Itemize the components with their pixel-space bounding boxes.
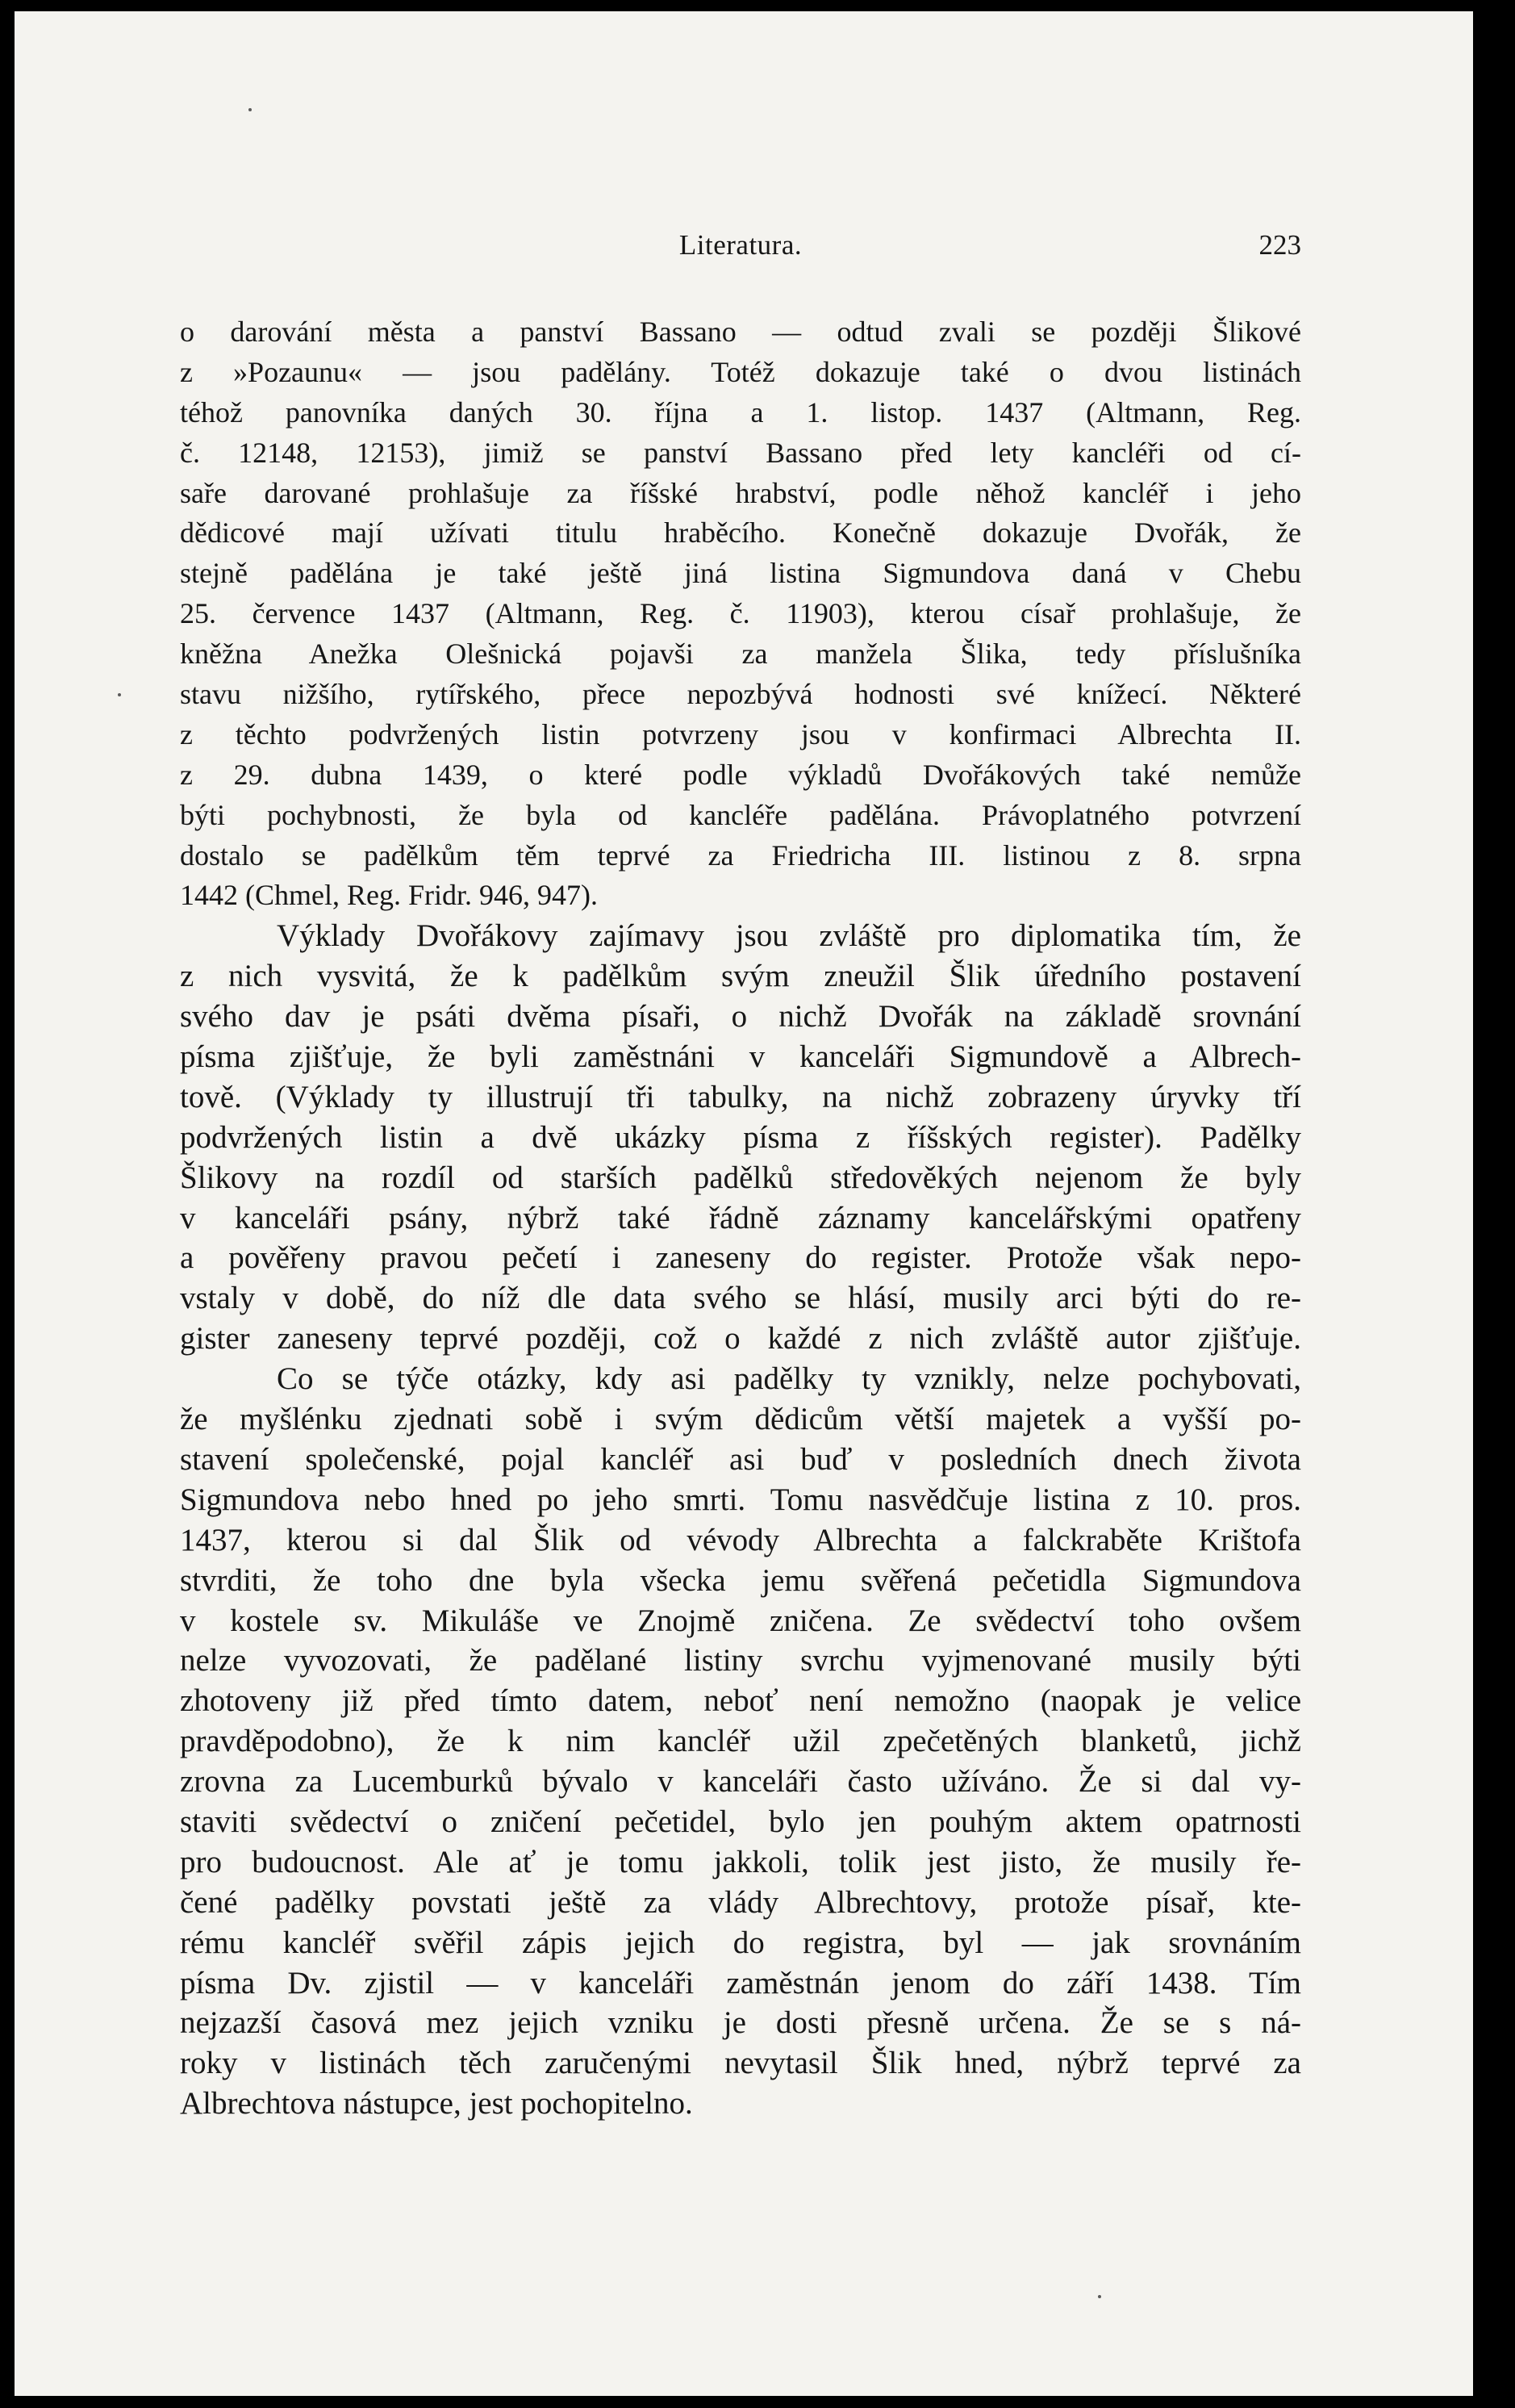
- text-line: vstaly v době, do níž dle data svého se hlásí, musily arci býti do re-: [180, 1281, 1301, 1316]
- text-line: Šlikovy na rozdíl od starších padělků středověkých nejenom že byly: [180, 1160, 1301, 1195]
- text-line: písma Dv. zjistil — v kanceláři zaměstnán jenom do září 1438. Tím: [180, 1965, 1301, 2000]
- text-line: dědicové mají užívati titulu hraběcího. Konečně dokazuje Dvořák, že: [180, 516, 1301, 550]
- text-line: svého dav je psáti dvěma písaři, o nichž Dvořák na základě srovnání: [180, 999, 1301, 1035]
- paragraph-end-line: 1442 (Chmel, Reg. Fridr. 946, 947).: [180, 879, 598, 912]
- text-line: roky v listinách těch zaručenými nevytasil Šlik hned, nýbrž teprvé za: [180, 2046, 1301, 2081]
- text-line: býti pochybnosti, že byla od kancléře padělána. Právoplatného potvrzení: [180, 798, 1301, 831]
- text-line: stavu nižšího, rytířského, přece nepozbývá hodnosti své knížecí. Některé: [180, 678, 1301, 711]
- running-title: Literatura.: [678, 229, 803, 261]
- text-line: nelze vyvozovati, že padělané listiny svrchu vyjmenované musily býti: [180, 1643, 1301, 1678]
- text-line: a pověřeny pravou pečetí i zaneseny do register. Protože však nepo-: [180, 1240, 1301, 1276]
- text-line: 25. července 1437 (Altmann, Reg. č. 11903), kterou císař prohlašuje, že: [180, 597, 1301, 630]
- text-line: staviti svědectví o zničení pečetidel, bylo jen pouhým aktem opatrnosti: [180, 1804, 1301, 1839]
- scan-speck: [248, 108, 252, 111]
- text-line: kněžna Anežka Olešnická pojavši za manžela Šlika, tedy příslušníka: [180, 638, 1301, 671]
- text-line: v kanceláři psány, nýbrž také řádně záznamy kancelářskými opatřeny: [180, 1200, 1301, 1235]
- text-line: o darování města a panství Bassano — odtud zvali se později Šlikové: [180, 316, 1301, 348]
- paragraph-start-line: Co se týče otázky, kdy asi padělky ty vznikly, nelze pochybovati,: [277, 1361, 1301, 1397]
- body-text: [180, 312, 1301, 2124]
- text-line: z nich vysvitá, že k padělkům svým zneužil Šlik úředního postavení: [180, 959, 1301, 994]
- paragraph-start-line: Výklady Dvořákovy zajímavy jsou zvláště pro diplomatika tím, že: [277, 918, 1301, 954]
- paragraph-end-line: Albrechtova nástupce, jest pochopitelno.: [180, 2086, 693, 2122]
- scan-speck: [118, 693, 121, 696]
- text-line: zhotoveny již před tímto datem, neboť není nemožno (naopak je velice: [180, 1683, 1301, 1719]
- page-header: [180, 221, 1301, 270]
- text-line: nejzazší časová mez jejich vzniku je dosti přesně určena. Že se s ná-: [180, 2005, 1301, 2041]
- text-line: tově. (Výklady ty illustrují tři tabulky, na nichž zobrazeny úryvky tří: [180, 1079, 1301, 1114]
- text-line: Sigmundova nebo hned po jeho smrti. Tomu nasvědčuje listina z 10. pros.: [180, 1482, 1301, 1517]
- text-line: v kostele sv. Mikuláše ve Znojmě zničena. Ze svědectví toho ovšem: [180, 1603, 1301, 1638]
- text-line: 1437, kterou si dal Šlik od vévody Albrechta a falckraběte Krištofa: [180, 1522, 1301, 1557]
- text-line: písma zjišťuje, že byli zaměstnáni v kanceláři Sigmundově a Albrech-: [180, 1039, 1301, 1075]
- text-line: z »Pozaunu« — jsou padělány. Totéž dokazuje také o dvou listinách: [180, 355, 1301, 388]
- text-line: čené padělky povstati ještě za vlády Albrechtovy, protože písař, kte-: [180, 1884, 1301, 1920]
- text-line: stavení společenské, pojal kancléř asi buď v posledních dnech života: [180, 1441, 1301, 1477]
- text-line: pravděpodobno), že k nim kancléř užil zpečetěných blanketů, jichž: [180, 1724, 1301, 1759]
- text-line: stvrditi, že toho dne byla všecka jemu svěřená pečetidla Sigmundova: [180, 1562, 1301, 1598]
- text-line: že myšlénku zjednati sobě i svým dědicům větší majetek a vyšší po-: [180, 1402, 1301, 1437]
- book-page: [15, 11, 1473, 2396]
- scan-speck: [1098, 2295, 1101, 2298]
- text-line: rému kancléř svěřil zápis jejich do registra, byl — jak srovnáním: [180, 1925, 1301, 1960]
- text-line: z těchto podvržených listin potvrzeny jsou v konfirmaci Albrechta II.: [180, 717, 1301, 750]
- text-line: pro budoucnost. Ale ať je tomu jakkoli, tolik jest jisto, že musily ře-: [180, 1844, 1301, 1879]
- text-line: dostalo se padělkům těm teprvé za Friedricha III. listinou z 8. srpna: [180, 838, 1301, 872]
- text-line: podvržených listin a dvě ukázky písma z říšských register). Padělky: [180, 1119, 1301, 1155]
- text-line: zrovna za Lucemburků bývalo v kanceláři často užíváno. Že si dal vy-: [180, 1764, 1301, 1800]
- text-line: č. 12148, 12153), jimiž se panství Bassano před lety kancléři od cí-: [180, 436, 1301, 469]
- text-line: stejně padělána je také ještě jiná listina Sigmundova daná v Chebu: [180, 557, 1301, 590]
- text-line: z 29. dubna 1439, o které podle výkladů Dvořákových také nemůže: [180, 758, 1301, 791]
- page-number: 223: [1258, 229, 1301, 261]
- text-line: téhož panovníka daných 30. října a 1. listop. 1437 (Altmann, Reg.: [180, 395, 1301, 429]
- text-line: saře darované prohlašuje za říšské hrabství, podle něhož kancléř i jeho: [180, 476, 1301, 509]
- paragraph-end-line: gister zaneseny teprvé později, což o každé z nich zvláště autor zjišťuje.: [180, 1321, 1301, 1357]
